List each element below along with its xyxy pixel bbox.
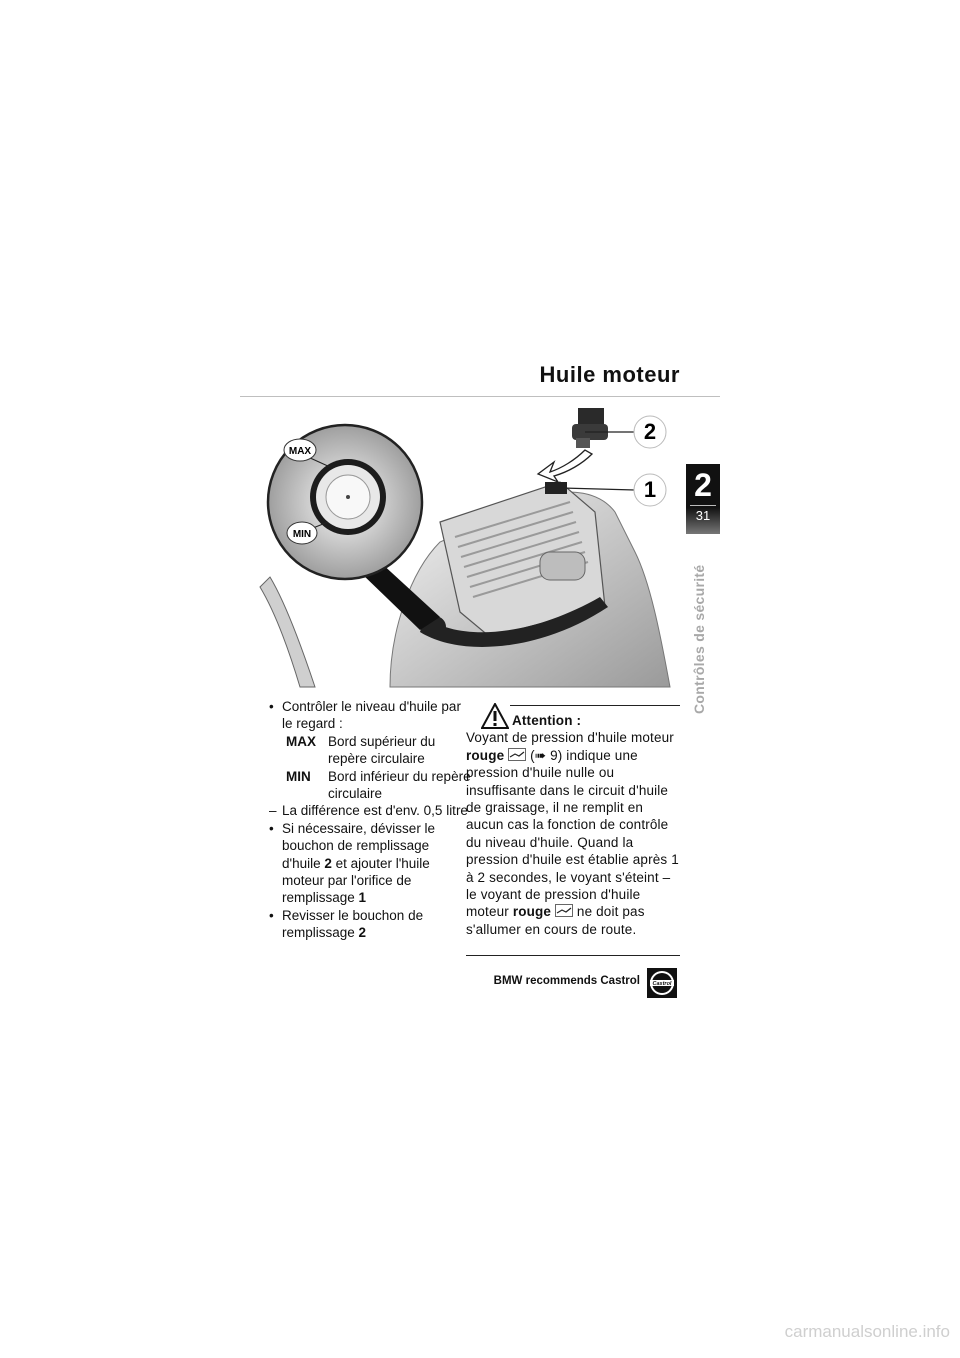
level-min bbox=[286, 768, 471, 803]
warning-text-part: indique une pression d'huile nulle ou insuffisante dans le circuit d'huile de graissage, il ne remplit en aucun cas la fonction de contrôle du niveau d'huile. Quand la pression d'huile est établie après 1 à 2 secondes, le voyant s'éteint – le voyant de pression d'huile moteur bbox=[466, 747, 679, 920]
step-add-oil bbox=[266, 820, 471, 907]
bullet: • bbox=[269, 699, 274, 714]
warning-text-part: ne doit pas s'allumer en cours de route. bbox=[466, 904, 645, 937]
level-term: MAX bbox=[286, 733, 316, 749]
note-text: La différence est d'env. 0,5 litre bbox=[282, 803, 468, 819]
filler-cap bbox=[572, 408, 608, 448]
warning-text-part: Voyant de pression d'huile moteur bbox=[466, 730, 674, 746]
level-definitions bbox=[282, 733, 471, 803]
chapter-number: 2 bbox=[694, 467, 712, 503]
warning-color-word: rouge bbox=[512, 904, 552, 920]
step-text: Contrôler le niveau d'huile par le regard : bbox=[282, 699, 461, 732]
title-divider bbox=[240, 396, 720, 397]
engine-drawing bbox=[240, 402, 680, 688]
ref-number: 1 bbox=[358, 890, 367, 906]
footer-sponsor-text: BMW recommends Castrol bbox=[493, 975, 640, 987]
warning-block bbox=[466, 712, 680, 938]
section-label-text: Contrôles de sécurité bbox=[691, 564, 707, 714]
step-check-level bbox=[266, 698, 471, 802]
dash-marker: – bbox=[269, 803, 277, 819]
castrol-logo-text: Castrol bbox=[652, 981, 672, 987]
engine-oil-illustration bbox=[240, 402, 680, 688]
step-text: et ajouter l'huile moteur par l'orifice de remplissage bbox=[282, 855, 430, 906]
warning-title: Attention : bbox=[512, 713, 582, 728]
chapter-tab-divider bbox=[690, 505, 716, 506]
step-refit-cap bbox=[266, 907, 471, 942]
level-definition: Bord supérieur du repère circulaire bbox=[328, 733, 436, 767]
callout-2: 2 bbox=[643, 419, 657, 444]
page-reference[interactable]: (➠ 9) bbox=[530, 747, 563, 763]
step-text: Si nécessaire, dévisser le bouchon de remplissage d'huile bbox=[282, 820, 436, 871]
bullet: • bbox=[269, 820, 274, 836]
callout-1: 1 bbox=[643, 477, 657, 502]
level-term: MIN bbox=[286, 768, 311, 784]
warning-bottom-rule bbox=[466, 955, 680, 956]
step-text: Revisser le bouchon de remplissage bbox=[282, 907, 424, 941]
page-number: 31 bbox=[695, 508, 711, 523]
instructions-column bbox=[266, 698, 471, 942]
watermark: carmanualsonline.info bbox=[784, 1322, 950, 1341]
oil-pressure-icon bbox=[508, 748, 526, 761]
oil-pressure-icon bbox=[555, 904, 573, 917]
ref-number: 2 bbox=[324, 855, 332, 871]
level-max bbox=[286, 733, 471, 768]
warning-top-rule bbox=[510, 705, 680, 706]
bullet: • bbox=[269, 907, 274, 923]
gauge-label-max: MAX bbox=[288, 446, 312, 457]
page-title: Huile moteur bbox=[539, 362, 680, 387]
warning-color-word: rouge bbox=[466, 747, 505, 763]
castrol-logo-icon bbox=[647, 968, 677, 998]
warning-text bbox=[466, 729, 680, 938]
gauge-label-min: MIN bbox=[292, 529, 312, 540]
note-difference bbox=[266, 802, 471, 819]
level-definition: Bord inférieur du repère circulaire bbox=[328, 768, 471, 802]
ref-number: 2 bbox=[358, 925, 367, 941]
